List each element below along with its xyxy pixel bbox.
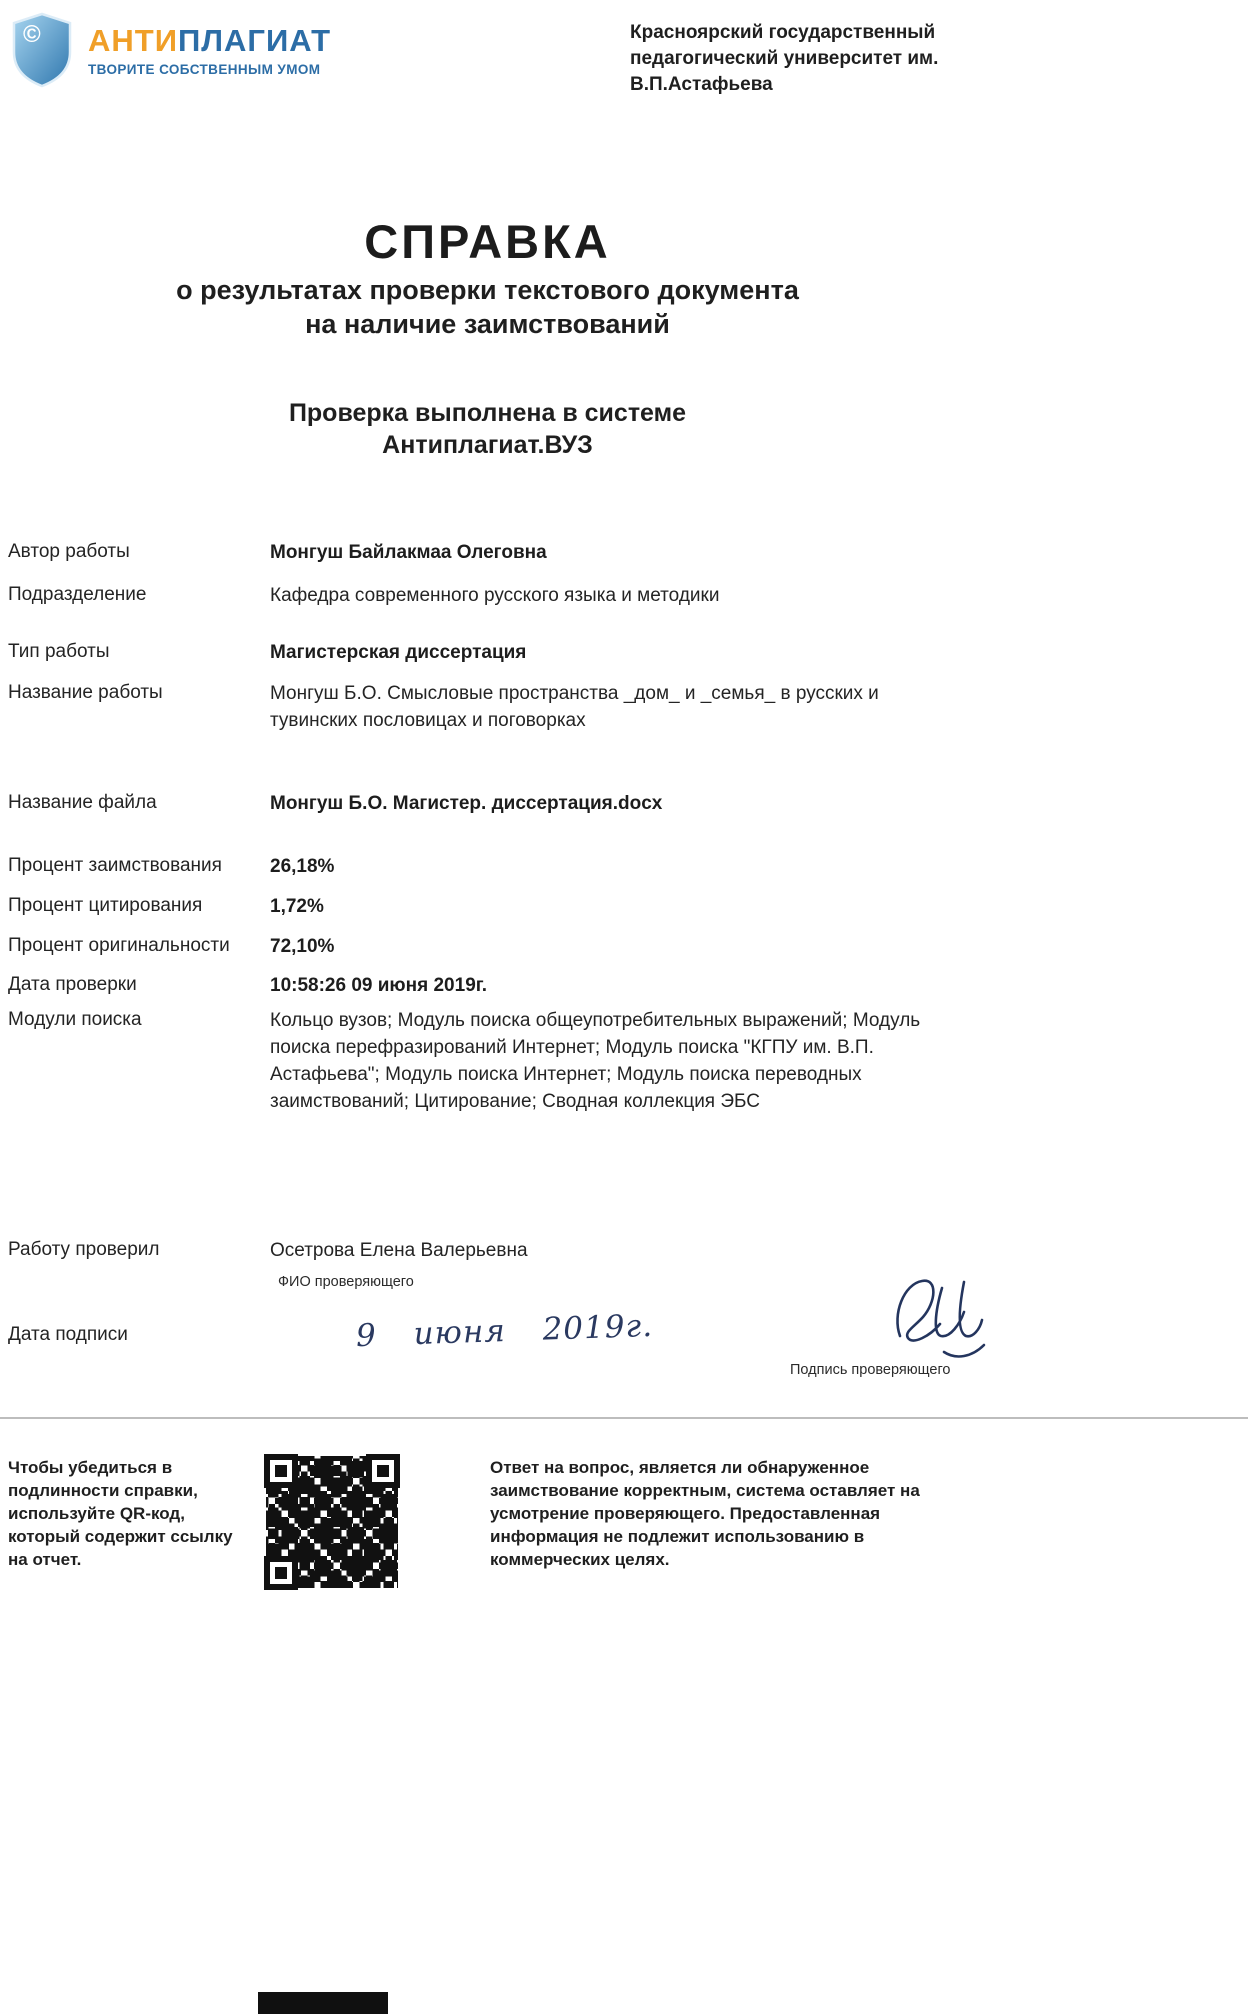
field-value: Кольцо вузов; Модуль поиска общеупотребительных выражений; Модуль поиска перефразирований Интернет; Модуль поиска "КГПУ им. В.П. Астафьева"; Модуль поиска Интернет; Модуль поиска переводных заимствований; Цитирование; Сводная коллекция ЭБС — [270, 1010, 921, 1112]
subtitle-line-2: на наличие заимствований — [305, 309, 670, 339]
brand-part-anti: АНТИ — [88, 22, 178, 58]
footer-divider — [0, 1417, 1248, 1419]
subtitle-line-1: о результатах проверки текстового документа — [176, 275, 799, 305]
fields-section — [0, 539, 975, 1115]
university-name: Красноярский государственный педагогический университет им. В.П.Астафьева — [630, 22, 939, 95]
page-subtitle — [0, 273, 975, 341]
field-row-author — [8, 539, 975, 566]
scan-artifact — [258, 1992, 388, 2014]
field-label: Модули поиска — [8, 1009, 142, 1030]
handwritten-date: 9 июня 2019г. — [355, 1307, 654, 1355]
antiplagiat-logo — [10, 12, 331, 88]
sign-date-value — [270, 1307, 970, 1355]
field-value: Монгуш Б.О. Магистер. диссертация.docx — [270, 793, 663, 814]
shield-logo-icon — [10, 12, 74, 88]
field-value: Магистерская диссертация — [270, 642, 527, 663]
qr-finder-icon — [264, 1454, 298, 1488]
field-row-originality-percent — [8, 933, 975, 960]
reviewer-label: Работу проверил — [8, 1239, 160, 1260]
reviewer-sublabel: ФИО проверяющего — [278, 1274, 414, 1290]
page-title: СПРАВКА — [364, 215, 611, 268]
reviewer-row — [8, 1237, 975, 1264]
field-label: Дата проверки — [8, 974, 137, 995]
field-value: Монгуш Б.О. Смысловые пространства _дом_ и _семья_ в русских и тувинских пословицах и поговорках — [270, 683, 879, 731]
system-line-2: Антиплагиат.ВУЗ — [382, 431, 593, 459]
brand-tagline: ТВОРИТЕ СОБСТВЕННЫМ УМОМ — [88, 61, 321, 77]
field-label: Название файла — [8, 792, 157, 813]
field-row-check-date — [8, 972, 975, 999]
field-value: 1,72% — [270, 896, 324, 917]
brand-name — [88, 24, 331, 58]
field-label: Название работы — [8, 682, 163, 703]
field-row-borrowing-percent — [8, 853, 975, 880]
system-note — [0, 397, 975, 461]
qr-note-text: Чтобы убедиться в подлинности справки, используйте QR-код, который содержит ссылку на отчет. — [8, 1458, 233, 1569]
signature-ink — [884, 1272, 988, 1368]
field-label: Подразделение — [8, 584, 147, 605]
field-row-search-modules — [8, 1007, 975, 1115]
field-value: 26,18% — [270, 856, 335, 877]
reviewer-name: Осетрова Елена Валерьевна — [270, 1240, 528, 1261]
field-row-file-name — [8, 790, 975, 817]
field-row-department — [8, 582, 975, 609]
field-value: Монгуш Байлакмаа Олеговна — [270, 542, 547, 563]
system-line-1: Проверка выполнена в системе — [288, 399, 687, 427]
field-value: 72,10% — [270, 936, 335, 957]
qr-finder-icon — [264, 1556, 298, 1590]
logo-text — [88, 24, 331, 77]
field-label: Процент цитирования — [8, 895, 203, 916]
signature-sublabel: Подпись проверяющего — [790, 1362, 951, 1378]
field-value: Кафедра современного русского языка и методики — [270, 585, 720, 606]
field-label: Тип работы — [8, 641, 110, 662]
main-column — [0, 214, 975, 1355]
sign-section — [0, 1237, 975, 1355]
disclaimer-text: Ответ на вопрос, является ли обнаруженное заимствование корректным, система оставляет на усмотрение проверяющего. Предоставленная информация не подлежит использованию в коммерческих целях. — [490, 1458, 920, 1569]
field-row-citation-percent — [8, 893, 975, 920]
field-label: Процент оригинальности — [8, 935, 230, 956]
field-row-work-type — [8, 639, 975, 666]
footer — [8, 1452, 978, 1592]
field-value: 10:58:26 09 июня 2019г. — [270, 975, 488, 996]
field-row-work-title — [8, 680, 975, 734]
sign-date-row — [8, 1307, 975, 1355]
copyright-glyph: © — [23, 21, 41, 48]
sign-date-label: Дата подписи — [8, 1324, 128, 1345]
brand-part-plagiat: ПЛАГИАТ — [178, 22, 332, 58]
qr-code — [262, 1452, 402, 1592]
field-label: Автор работы — [8, 541, 130, 562]
field-label: Процент заимствования — [8, 855, 222, 876]
qr-finder-icon — [366, 1454, 400, 1488]
header — [0, 0, 1248, 98]
